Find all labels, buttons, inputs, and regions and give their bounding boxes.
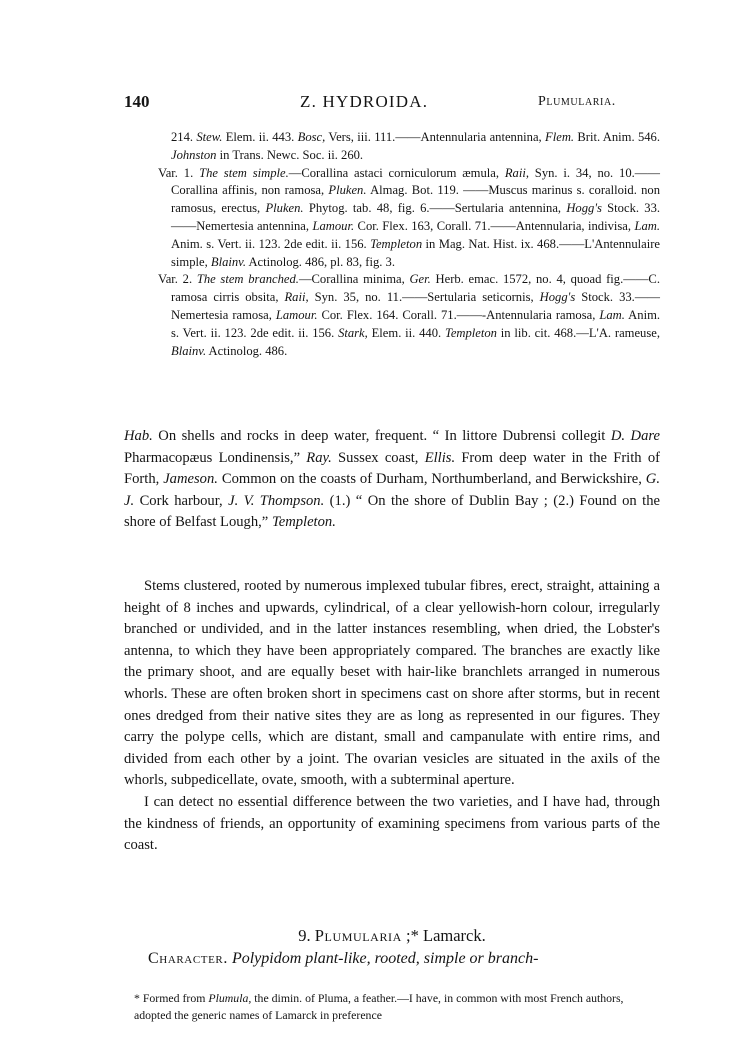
footnote: * Formed from Plumula, the dimin. of Pluma, a feather.—I have, in common with most French authors, adopted the generic names of Lamarck in preference (134, 991, 624, 1022)
character-line: Character. Polypidom plant-like, rooted, simple or branch- (148, 950, 539, 967)
genus-heading: 9. Plumularia ;* Lamarck. (298, 926, 486, 945)
description-paragraph: Stems clustered, rooted by numerous implexed tubular fibres, erect, straight, attaining a height of 8 inches and upwards, cylindrical, of a clear yellowish-horn colour, irregularly branched or undivided, and in the latter instances resembling, when dried, the Lobster's antenna, to which they have been appropriately compared. The branches are exactly like the primary shoot, and are equally beset with hair-like branchlets arranged in numerous whorls. These are often broken short in specimens cast on shore after storms, but in recent ones dredged from their native sites they are as long as represented in our figures. They carry the polype cells, which are distant, small and campanulate with entire rims, and divided from each other by a joint. The ovarian vesicles are situated in the axils of the whorls, subpedicellate, ovate, smooth, with a subterminal aperture. (124, 578, 660, 789)
synonymy-block (158, 129, 660, 360)
remarks-paragraph: I can detect no essential difference between the two varieties, and I have had, through the kindness of friends, an opportunity of examining specimens from various parts of the coast. (124, 793, 660, 854)
synonymy-references: 214. Stew. Elem. ii. 443. Bosc, Vers, iii. 111.——Antennularia antennina, Flem. Brit. Anim. 546. Johnston in Trans. Newc. Soc. ii. 260. (171, 130, 660, 162)
description-text (124, 576, 660, 857)
habitat-paragraph: Hab. On shells and rocks in deep water, frequent. “ In littore Dubrensi collegit D. Dare Pharmacopæus Londinensis,” Ray. Sussex coast, Ellis. From deep water in the Frith of Forth, Jameson. Common on the coasts of Durham, Northumberland, and Berwickshire, G. J. Cork harbour, J. V. Thompson. (1.) “ On the shore of Dublin Bay ; (2.) Found on the shore of Belfast Lough,” Templeton. (124, 428, 660, 531)
running-header (0, 92, 750, 116)
variety-1-synonymy: Var. 1. The stem simple.—Corallina astaci corniculorum æmula, Raii, Syn. i. 34, no. 10.——Corallina affinis, non ramosa, Pluken. Almag. Bot. 119. ——Muscus marinus s. coralloid. non ramosus, erectus, Pluken. Phytog. tab. 48, fig. 6.——Sertularia antennina, Hogg's Stock. 33.——Nemertesia antennina, Lamour. Cor. Flex. 163, Corall. 71.——Antennularia, indivisa, Lam. Anim. s. Vert. ii. 123. 2de edit. ii. 156. Templeton in Mag. Nat. Hist. ix. 468.——L'Antennulaire simple, Blainv. Actinolog. 486, pl. 83, fig. 3. (158, 165, 661, 269)
running-title: Z. HYDROIDA. (300, 92, 429, 111)
page-number: 140 (124, 92, 150, 111)
variety-2-synonymy: Var. 2. The stem branched.—Corallina minima, Ger. Herb. emac. 1572, no. 4, quoad fig.——C. ramosa cirris obsita, Raii, Syn. 35, no. 11.——Sertularia seticornis, Hogg's Stock. 33.——Nemertesia ramosa, Lamour. Cor. Flex. 164. Corall. 71.——-Antennularia ramosa, Lam. Anim. s. Vert. ii. 123. 2de edit. ii. 156. Stark, Elem. ii. 440. Templeton in lib. cit. 468.—L'A. rameuse, Blainv. Actinolog. 486. (158, 272, 661, 358)
running-section: Plumularia. (538, 94, 616, 109)
